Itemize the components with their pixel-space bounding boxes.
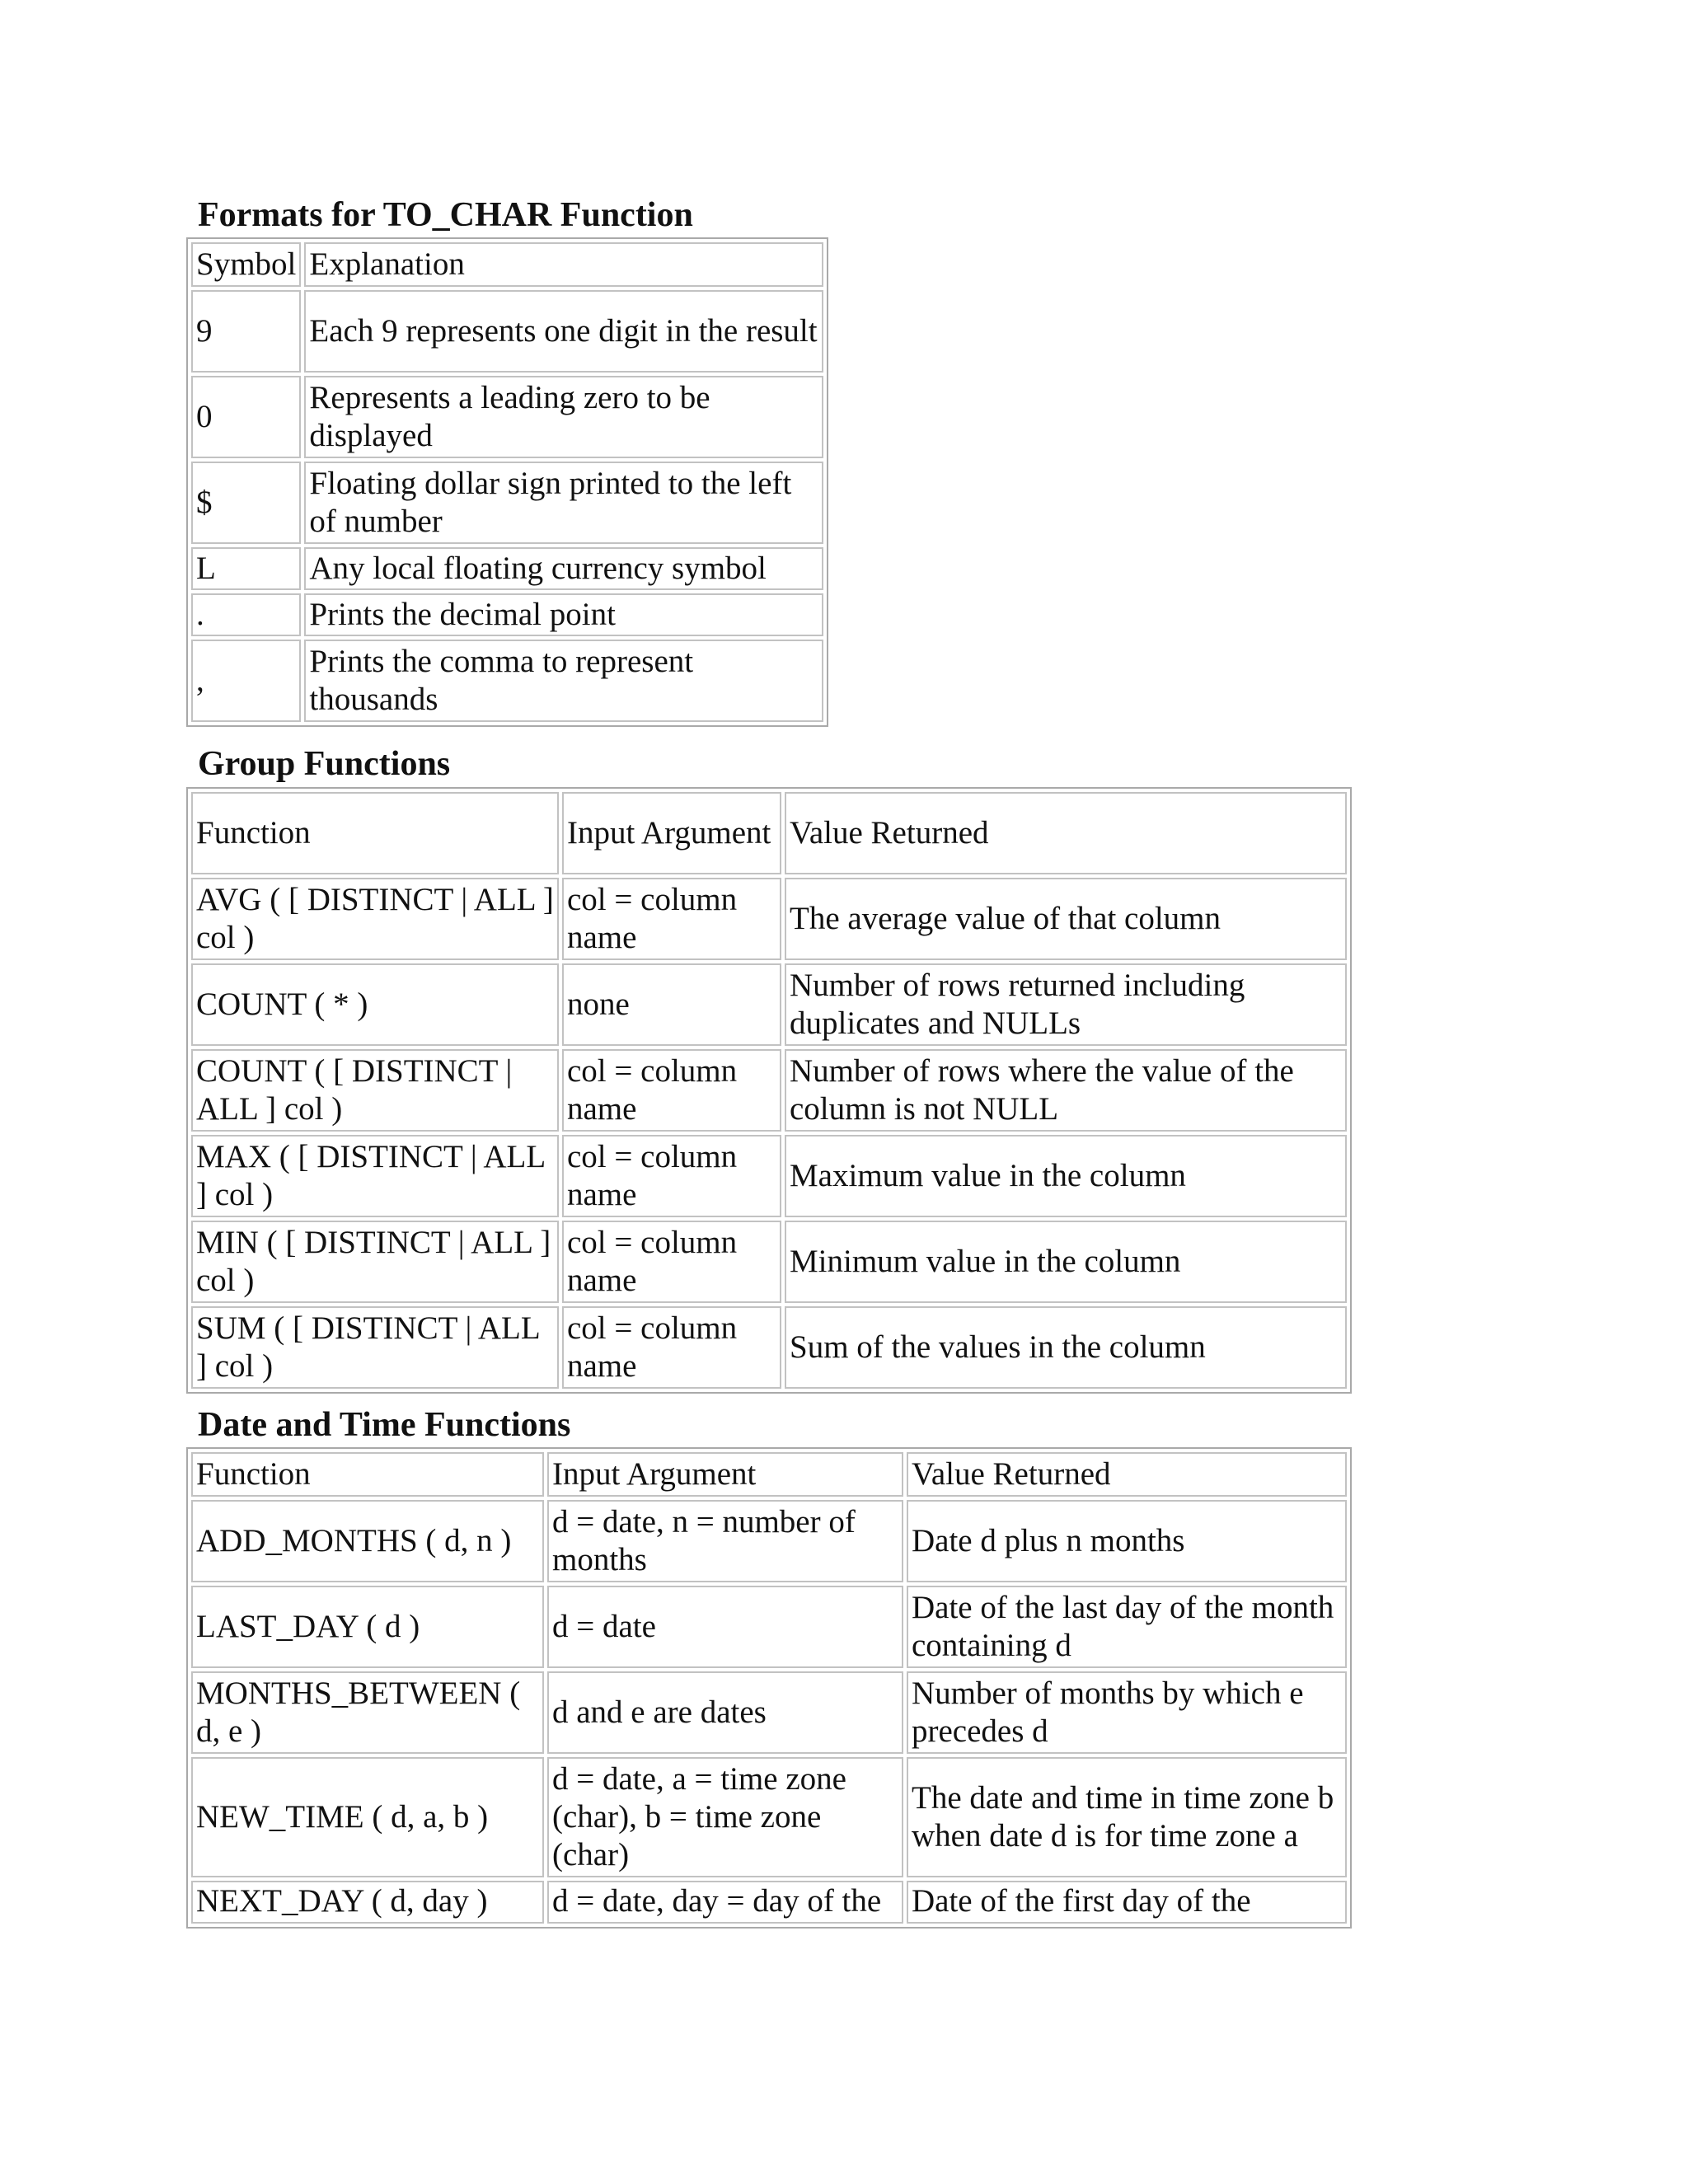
table-row — [191, 963, 1347, 1046]
explanation-cell: Represents a leading zero to be displayed — [304, 376, 823, 458]
header-cell: Symbol — [191, 242, 301, 287]
function-cell: AVG ( [ DISTINCT | ALL ] col ) — [191, 878, 559, 960]
header-cell: Function — [191, 1452, 544, 1497]
to-char-title: Formats for TO_CHAR Function — [198, 196, 693, 234]
table-row — [191, 1049, 1347, 1132]
table-header-row — [191, 792, 1347, 874]
input-cell: d = date — [547, 1586, 903, 1668]
explanation-cell: Prints the decimal point — [304, 593, 823, 636]
to-char-table — [186, 237, 828, 727]
value-cell: Sum of the values in the column — [785, 1306, 1347, 1389]
table-row — [191, 1586, 1347, 1668]
symbol-cell: L — [191, 547, 301, 590]
table-header-row — [191, 242, 823, 287]
symbol-cell: 0 — [191, 376, 301, 458]
function-cell: LAST_DAY ( d ) — [191, 1586, 544, 1668]
function-cell: COUNT ( * ) — [191, 963, 559, 1046]
input-cell: col = column name — [562, 1135, 781, 1217]
input-cell: none — [562, 963, 781, 1046]
table-row — [191, 1881, 1347, 1924]
function-cell: MIN ( [ DISTINCT | ALL ] col ) — [191, 1221, 559, 1303]
explanation-cell: Prints the comma to represent thousands — [304, 640, 823, 722]
date-time-functions-table — [186, 1447, 1352, 1929]
input-cell: d = date, n = number of months — [547, 1500, 903, 1582]
table-row — [191, 1757, 1347, 1877]
table-header-row — [191, 1452, 1347, 1497]
table-row — [191, 547, 823, 590]
value-cell: Minimum value in the column — [785, 1221, 1347, 1303]
table-row — [191, 640, 823, 722]
input-cell: d and e are dates — [547, 1671, 903, 1754]
function-cell: MONTHS_BETWEEN ( d, e ) — [191, 1671, 544, 1754]
symbol-cell: $ — [191, 462, 301, 544]
group-functions-table — [186, 787, 1352, 1394]
table-row — [191, 878, 1347, 960]
table-row — [191, 1671, 1347, 1754]
group-functions-title: Group Functions — [198, 745, 451, 783]
value-cell: The average value of that column — [785, 878, 1347, 960]
value-cell: Number of rows where the value of the column is not NULL — [785, 1049, 1347, 1132]
table-row — [191, 1221, 1347, 1303]
header-cell: Input Argument — [562, 792, 781, 874]
function-cell: COUNT ( [ DISTINCT | ALL ] col ) — [191, 1049, 559, 1132]
header-cell: Function — [191, 792, 559, 874]
symbol-cell: , — [191, 640, 301, 722]
function-cell: NEXT_DAY ( d, day ) — [191, 1881, 544, 1924]
table-row — [191, 376, 823, 458]
symbol-cell: . — [191, 593, 301, 636]
date-time-functions-title: Date and Time Functions — [198, 1406, 571, 1444]
header-cell: Input Argument — [547, 1452, 903, 1497]
table-row — [191, 1135, 1347, 1217]
explanation-cell: Floating dollar sign printed to the left of number — [304, 462, 823, 544]
value-cell: The date and time in time zone b when date d is for time zone a — [907, 1757, 1347, 1877]
header-cell: Value Returned — [785, 792, 1347, 874]
table-row — [191, 593, 823, 636]
header-cell: Explanation — [304, 242, 823, 287]
explanation-cell: Each 9 represents one digit in the result — [304, 290, 823, 373]
value-cell: Number of months by which e precedes d — [907, 1671, 1347, 1754]
value-cell: Date of the last day of the month containing d — [907, 1586, 1347, 1668]
input-cell: col = column name — [562, 1306, 781, 1389]
function-cell: NEW_TIME ( d, a, b ) — [191, 1757, 544, 1877]
input-cell: d = date, day = day of the — [547, 1881, 903, 1924]
input-cell: col = column name — [562, 878, 781, 960]
function-cell: SUM ( [ DISTINCT | ALL ] col ) — [191, 1306, 559, 1389]
table-row — [191, 290, 823, 373]
input-cell: col = column name — [562, 1221, 781, 1303]
input-cell: col = column name — [562, 1049, 781, 1132]
table-row — [191, 1500, 1347, 1582]
header-cell: Value Returned — [907, 1452, 1347, 1497]
function-cell: ADD_MONTHS ( d, n ) — [191, 1500, 544, 1582]
symbol-cell: 9 — [191, 290, 301, 373]
value-cell: Date d plus n months — [907, 1500, 1347, 1582]
table-row — [191, 1306, 1347, 1389]
explanation-cell: Any local floating currency symbol — [304, 547, 823, 590]
function-cell: MAX ( [ DISTINCT | ALL ] col ) — [191, 1135, 559, 1217]
input-cell: d = date, a = time zone (char), b = time zone (char) — [547, 1757, 903, 1877]
table-row — [191, 462, 823, 544]
value-cell: Number of rows returned including duplicates and NULLs — [785, 963, 1347, 1046]
value-cell: Date of the first day of the — [907, 1881, 1347, 1924]
value-cell: Maximum value in the column — [785, 1135, 1347, 1217]
